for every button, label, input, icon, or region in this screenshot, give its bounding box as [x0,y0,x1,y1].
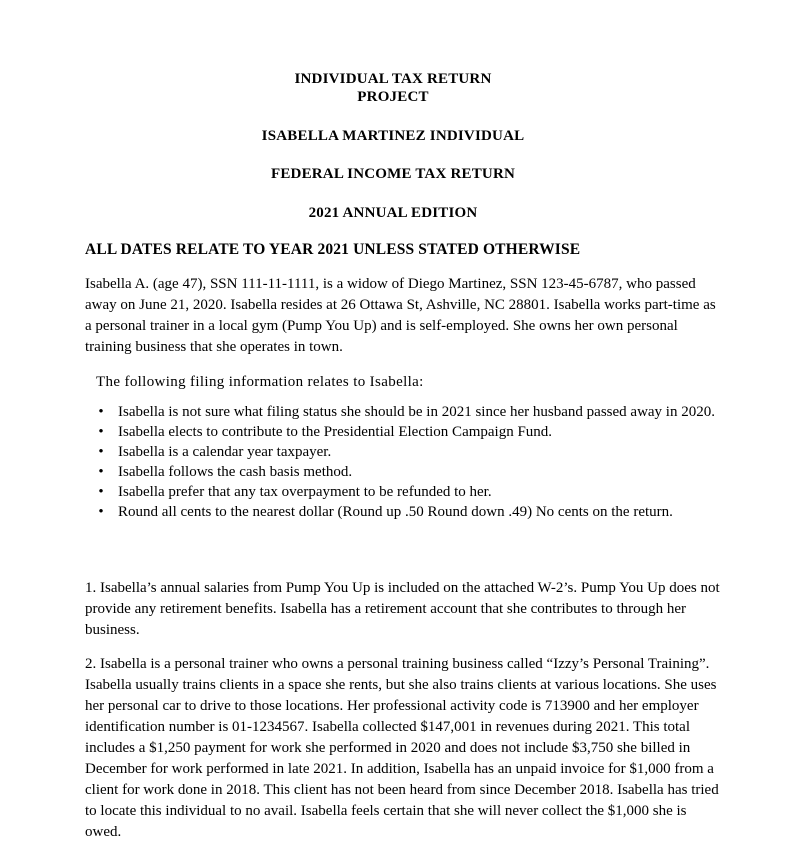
list-item-text: Isabella follows the cash basis method. [118,464,353,480]
bullet-icon: • [98,504,104,520]
list-item [96,462,736,482]
bullet-icon: • [98,464,104,480]
bullet-icon: • [98,444,104,460]
bullet-icon: • [98,424,104,440]
list-item [96,422,736,442]
list-item-text: Round all cents to the nearest dollar (Round up .50 Round down .49) No cents on the return. [118,504,673,520]
intro-paragraph: Isabella A. (age 47), SSN 111-11-1111, is a widow of Diego Martinez, SSN 123-45-6787, who passed away on June 21, 2020. Isabella resides at 26 Ottawa St, Ashville, NC 28801. Isabella works part-time as a personal trainer in a local gym (Pump You Up) and is self-employed. She owns her own personal training business that she operates in town. [85,276,716,355]
document-title [0,70,786,106]
taxpayer-heading: ISABELLA MARTINEZ INDIVIDUAL [261,128,525,144]
dates-notice: ALL DATES RELATE TO YEAR 2021 UNLESS STATED OTHERWISE [85,241,581,258]
item-1-paragraph: 1. Isabella’s annual salaries from Pump You Up is included on the attached W-2’s. Pump You Up does not provide any retirement benefits. Isabella has a retirement account that she contributes to through her business. [85,580,720,638]
item-2-paragraph: 2. Isabella is a personal trainer who owns a personal training business called “Izzy’s Personal Training”. Isabella usually trains clients in a space she rents, but she also trains clients at various locations. She uses her personal car to drive to those locations. Her professional activity code is 713900 and her employer identification number is 01-1234567. Isabella collected $147,001 in revenues during 2021. This total includes a $1,250 payment for work she performed in 2020 and does not include $3,750 she billed in December for work performed in late 2021. In addition, Isabella has an unpaid invoice for $1,000 from a client for work done in 2018. This client has not been heard from since December 2018. Isabella has tried to locate this individual to no avail. Isabella feels certain that she will never collect the $1,000 she is owed. [85,656,719,840]
list-item-text: Isabella elects to contribute to the Presidential Election Campaign Fund. [118,424,553,440]
filing-info-intro: The following filing information relates to Isabella: [96,374,424,390]
list-item [96,482,736,502]
list-item-text: Isabella prefer that any tax overpayment to be refunded to her. [118,484,492,500]
bullet-icon: • [98,404,104,420]
title-line-1: INDIVIDUAL TAX RETURN [294,71,492,87]
edition-heading: 2021 ANNUAL EDITION [308,205,478,221]
list-item-text: Isabella is a calendar year taxpayer. [118,444,332,460]
list-item-text: Isabella is not sure what filing status she should be in 2021 since her husband passed away in 2020. [118,404,715,420]
list-item [96,402,736,422]
title-line-2: PROJECT [357,89,429,105]
return-type-heading: FEDERAL INCOME TAX RETURN [270,166,516,182]
list-item [96,442,736,462]
list-item [96,502,736,522]
bullet-icon: • [98,484,104,500]
filing-info-list [96,402,736,522]
